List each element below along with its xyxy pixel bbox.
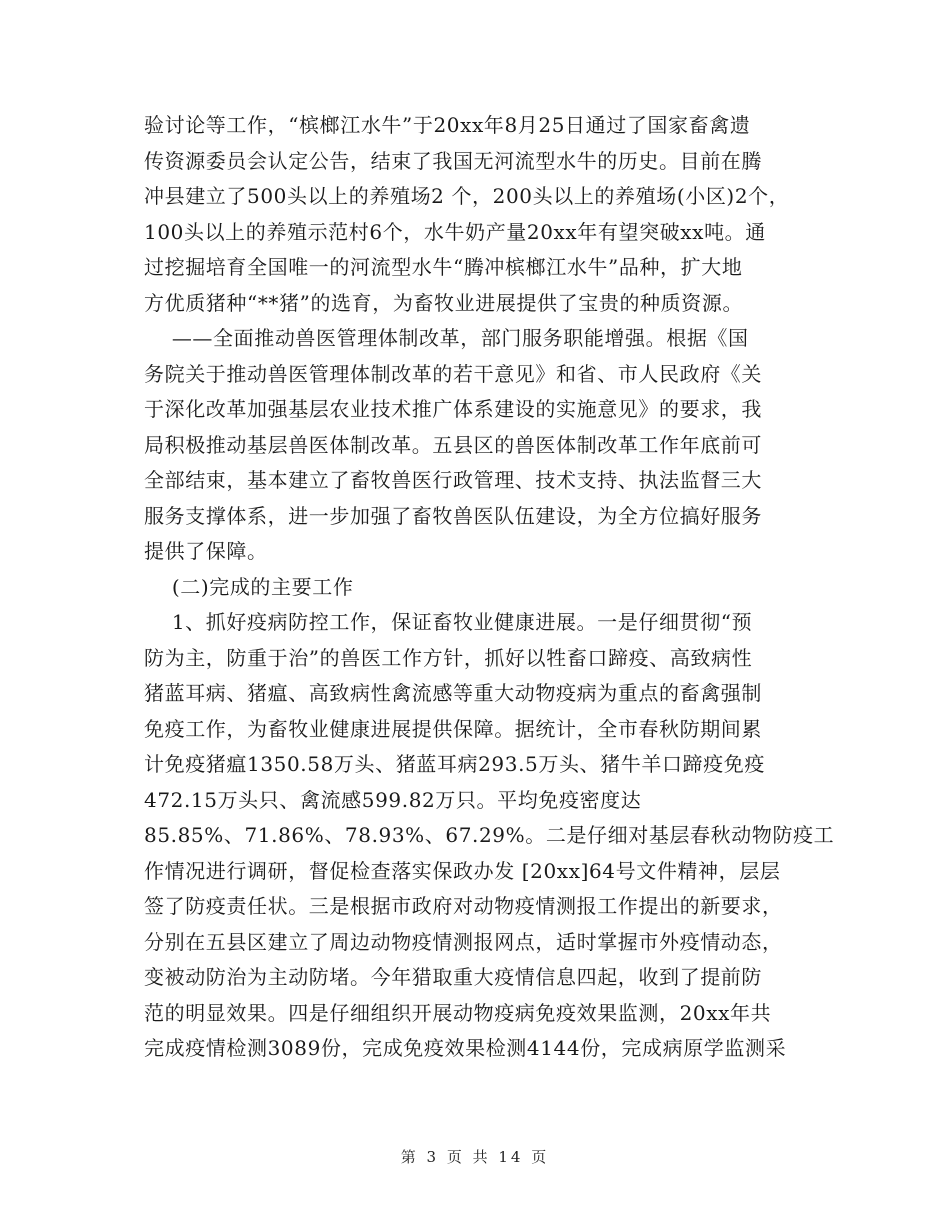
body-text — [144, 108, 835, 1067]
text-line: ——全面推动兽医管理体制改革，部门服务职能增强。根据《国 — [144, 326, 749, 350]
text-line: 计免疫猪瘟1350.58万头、猪蓝耳病293.5万头、猪牛羊口蹄疫免疫 — [144, 752, 765, 776]
text-line: 于深化改革加强基层农业技术推广体系建设的实施意见》的要求，我 — [144, 397, 762, 421]
text-line: 作情况进行调研，督促检查落实保政办发 [20xx]64号文件精神，层层 — [144, 858, 781, 883]
text-line: 猪蓝耳病、猪瘟、高致病性禽流感等重大动物疫病为重点的畜禽强制 — [144, 681, 762, 705]
text-line: 1、抓好疫病防控工作，保证畜牧业健康进展。一是仔细贯彻“预 — [144, 610, 753, 634]
text-line: 过挖掘培育全国唯一的河流型水牛“腾冲槟榔江水牛”品种，扩大地 — [144, 255, 743, 279]
page-number-footer: 第 3 页 共 14 页 — [400, 1148, 550, 1166]
text-line: 免疫工作，为畜牧业健康进展提供保障。据统计，全市春秋防期间累 — [144, 716, 762, 741]
text-line: 传资源委员会认定公告，结束了我国无河流型水牛的历史。目前在腾 — [144, 148, 762, 173]
text-line: 提供了保障。 — [144, 539, 268, 563]
text-line: 服务支撑体系，进一步加强了畜牧兽医队伍建设，为全方位搞好服务 — [144, 503, 762, 528]
text-line: 472.15万头只、禽流感599.82万只。平均免疫密度达 — [144, 787, 642, 812]
text-line: 局积极推动基层兽医体制改革。五县区的兽医体制改革工作年底前可 — [144, 432, 762, 457]
text-line: 范的明显效果。四是仔细组织开展动物疫病免疫效果监测，20xx年共 — [144, 1000, 772, 1025]
text-line: 方优质猪种“**猪”的选育，为畜牧业进展提供了宝贵的种质资源。 — [144, 290, 744, 315]
text-line: 分别在五县区建立了周边动物疫情测报网点，适时掌握市外疫情动态， — [144, 929, 783, 954]
text-line: 验讨论等工作，“槟榔江水牛”于20xx年8月25日通过了国家畜禽遗 — [144, 113, 751, 137]
text-line: 85.85%、71.86%、78.93%、67.29%。二是仔细对基层春秋动物防疫工 — [144, 823, 835, 847]
text-line: 防为主，防重于治”的兽医工作方针，抓好以牲畜口蹄疫、高致病性 — [144, 645, 753, 670]
text-line: 冲县建立了500头以上的养殖场2 个，200头以上的养殖场(小区)2个， — [144, 184, 790, 208]
text-line: 签了防疫责任状。三是根据市政府对动物疫情测报工作提出的新要求， — [144, 894, 783, 918]
text-line: 变被动防治为主动防堵。今年猎取重大疫情信息四起，收到了提前防 — [144, 965, 762, 989]
text-line: 100头以上的养殖示范村6个，水牛奶产量20xx年有望突破xx吨。通 — [144, 219, 766, 244]
text-line: 务院关于推动兽医管理体制改革的若干意见》和省、市人民政府《关 — [144, 361, 762, 386]
section-heading: (二)完成的主要工作 — [144, 574, 354, 599]
text-line: 完成疫情检测3089份，完成免疫效果检测4144份，完成病原学监测采 — [144, 1036, 787, 1060]
text-line: 全部结束，基本建立了畜牧兽医行政管理、技术支持、执法监督三大 — [144, 468, 762, 492]
